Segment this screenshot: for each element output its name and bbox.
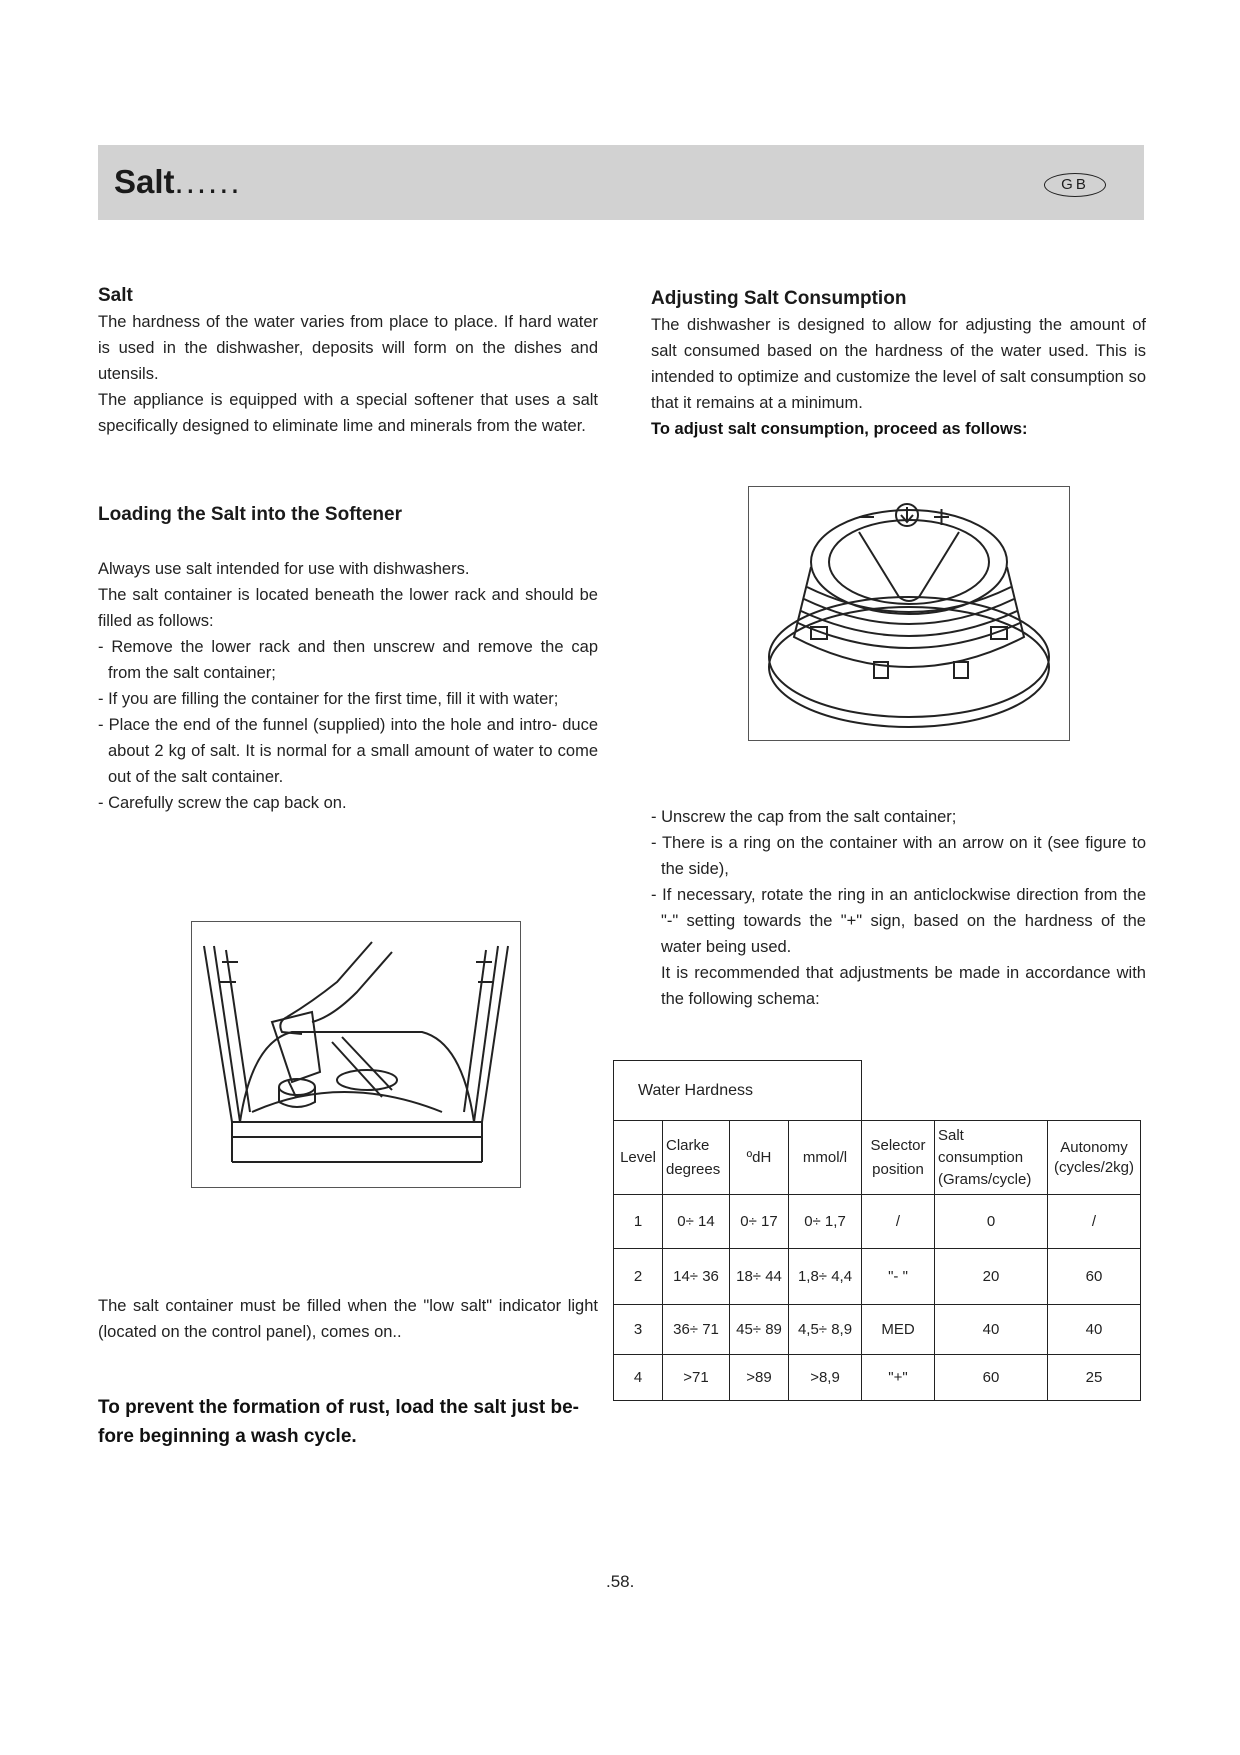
header-autonomy: Autonomy (cycles/2kg) (1048, 1121, 1141, 1195)
adjust-section (651, 286, 1146, 442)
salt-filling-illustration (191, 921, 521, 1188)
indicator-text: The salt container must be filled when the "low salt" indicator light (located on the control panel), comes on.. (98, 1297, 598, 1341)
cell-mmol: >8,9 (789, 1355, 862, 1401)
salt-cap-drawing (749, 487, 1069, 740)
water-hardness-header: Water Hardness (614, 1061, 862, 1121)
adjust-step: - There is a ring on the container with an arrow on it (see figure to the side), (651, 834, 1146, 878)
cell-dh: 18÷ 44 (730, 1249, 789, 1305)
cell-dh: 0÷ 17 (730, 1195, 789, 1249)
cell-clarke: 36÷ 71 (663, 1305, 730, 1355)
cell-selector: "+" (862, 1355, 935, 1401)
salt-paragraph-1: The hardness of the water varies from place to place. If hard water is used in the dishwasher, deposits will form on the dishes and utensils. (98, 313, 598, 383)
cell-autonomy: 25 (1048, 1355, 1141, 1401)
cell-level: 2 (614, 1249, 663, 1305)
indicator-section (98, 1293, 598, 1345)
cell-mmol: 0÷ 1,7 (789, 1195, 862, 1249)
loading-section (98, 502, 598, 816)
table-row (614, 1249, 1141, 1305)
cell-salt: 20 (935, 1249, 1048, 1305)
table-row (614, 1355, 1141, 1401)
cell-mmol: 4,5÷ 8,9 (789, 1305, 862, 1355)
salt-heading: Salt (98, 285, 133, 306)
header-level: Level (614, 1121, 663, 1195)
loading-step: - Place the end of the funnel (supplied) into the hole and intro- duce about 2 kg of salt. It is normal for a small amount of water to come out of the salt container. (98, 716, 598, 786)
cell-salt: 60 (935, 1355, 1048, 1401)
header-band (98, 145, 1144, 220)
cell-autonomy: / (1048, 1195, 1141, 1249)
adjust-step: - Unscrew the cap from the salt container; (651, 808, 957, 826)
salt-paragraph-2: The appliance is equipped with a special softener that uses a salt specifically designed to eliminate lime and minerals from the water. (98, 391, 598, 435)
steps-section (651, 804, 1146, 1012)
rust-warning: To prevent the formation of rust, load the salt just be- fore beginning a wash cycle. (98, 1397, 580, 1447)
cell-selector: MED (862, 1305, 935, 1355)
adjust-step: - If necessary, rotate the ring in an anticlockwise direction from the "-" setting towards the "+" sign, based on the hardness of the water being used. (651, 886, 1146, 956)
cell-autonomy: 60 (1048, 1249, 1141, 1305)
cell-autonomy: 40 (1048, 1305, 1141, 1355)
cell-mmol: 1,8÷ 4,4 (789, 1249, 862, 1305)
table-row (614, 1305, 1141, 1355)
loading-step: - If you are filling the container for the first time, fill it with water; (98, 690, 559, 708)
loading-step: - Remove the lower rack and then unscrew and remove the cap from the salt container; (98, 638, 598, 682)
cell-dh: >89 (730, 1355, 789, 1401)
cell-salt: 0 (935, 1195, 1048, 1249)
loading-paragraph-2: The salt container is located beneath the lower rack and should be filled as follows: (98, 586, 598, 630)
adjust-instruction: To adjust salt consumption, proceed as follows: (651, 420, 1028, 438)
dishwasher-illustration (192, 922, 520, 1187)
cell-dh: 45÷ 89 (730, 1305, 789, 1355)
cell-clarke: 0÷ 14 (663, 1195, 730, 1249)
cell-salt: 40 (935, 1305, 1048, 1355)
cell-level: 3 (614, 1305, 663, 1355)
rust-warning-section (98, 1393, 598, 1451)
cell-clarke: >71 (663, 1355, 730, 1401)
cell-selector: / (862, 1195, 935, 1249)
recommendation-text: It is recommended that adjustments be made in accordance with the following schema: (661, 964, 1146, 1008)
salt-cap-illustration (748, 486, 1070, 741)
cell-selector: "- " (862, 1249, 935, 1305)
cell-level: 4 (614, 1355, 663, 1401)
loading-step: - Carefully screw the cap back on. (98, 794, 347, 812)
water-hardness-table (613, 1060, 1141, 1401)
cell-clarke: 14÷ 36 (663, 1249, 730, 1305)
header-salt-consumption: Salt consumption (Grams/cycle) (935, 1121, 1048, 1195)
loading-paragraph-1: Always use salt intended for use with dishwashers. (98, 560, 470, 578)
adjust-paragraph: The dishwasher is designed to allow for adjusting the amount of salt consumed based on the hardness of the water used. This is intended to optimize and customize the level of salt consumption so that it remains at a minimum. (651, 316, 1146, 412)
header-mmol: mmol/l (789, 1121, 862, 1195)
header-selector: Selector position (862, 1121, 935, 1195)
salt-section (98, 283, 598, 439)
cell-level: 1 (614, 1195, 663, 1249)
header-dh: ºdH (730, 1121, 789, 1195)
page-number: .58. (606, 1572, 635, 1591)
language-badge: GB (1044, 173, 1106, 197)
table-row (614, 1195, 1141, 1249)
header-clarke: Clarke degrees (663, 1121, 730, 1195)
loading-heading: Loading the Salt into the Softener (98, 504, 402, 525)
page-title: Salt...... (114, 163, 242, 200)
adjust-heading: Adjusting Salt Consumption (651, 288, 907, 309)
